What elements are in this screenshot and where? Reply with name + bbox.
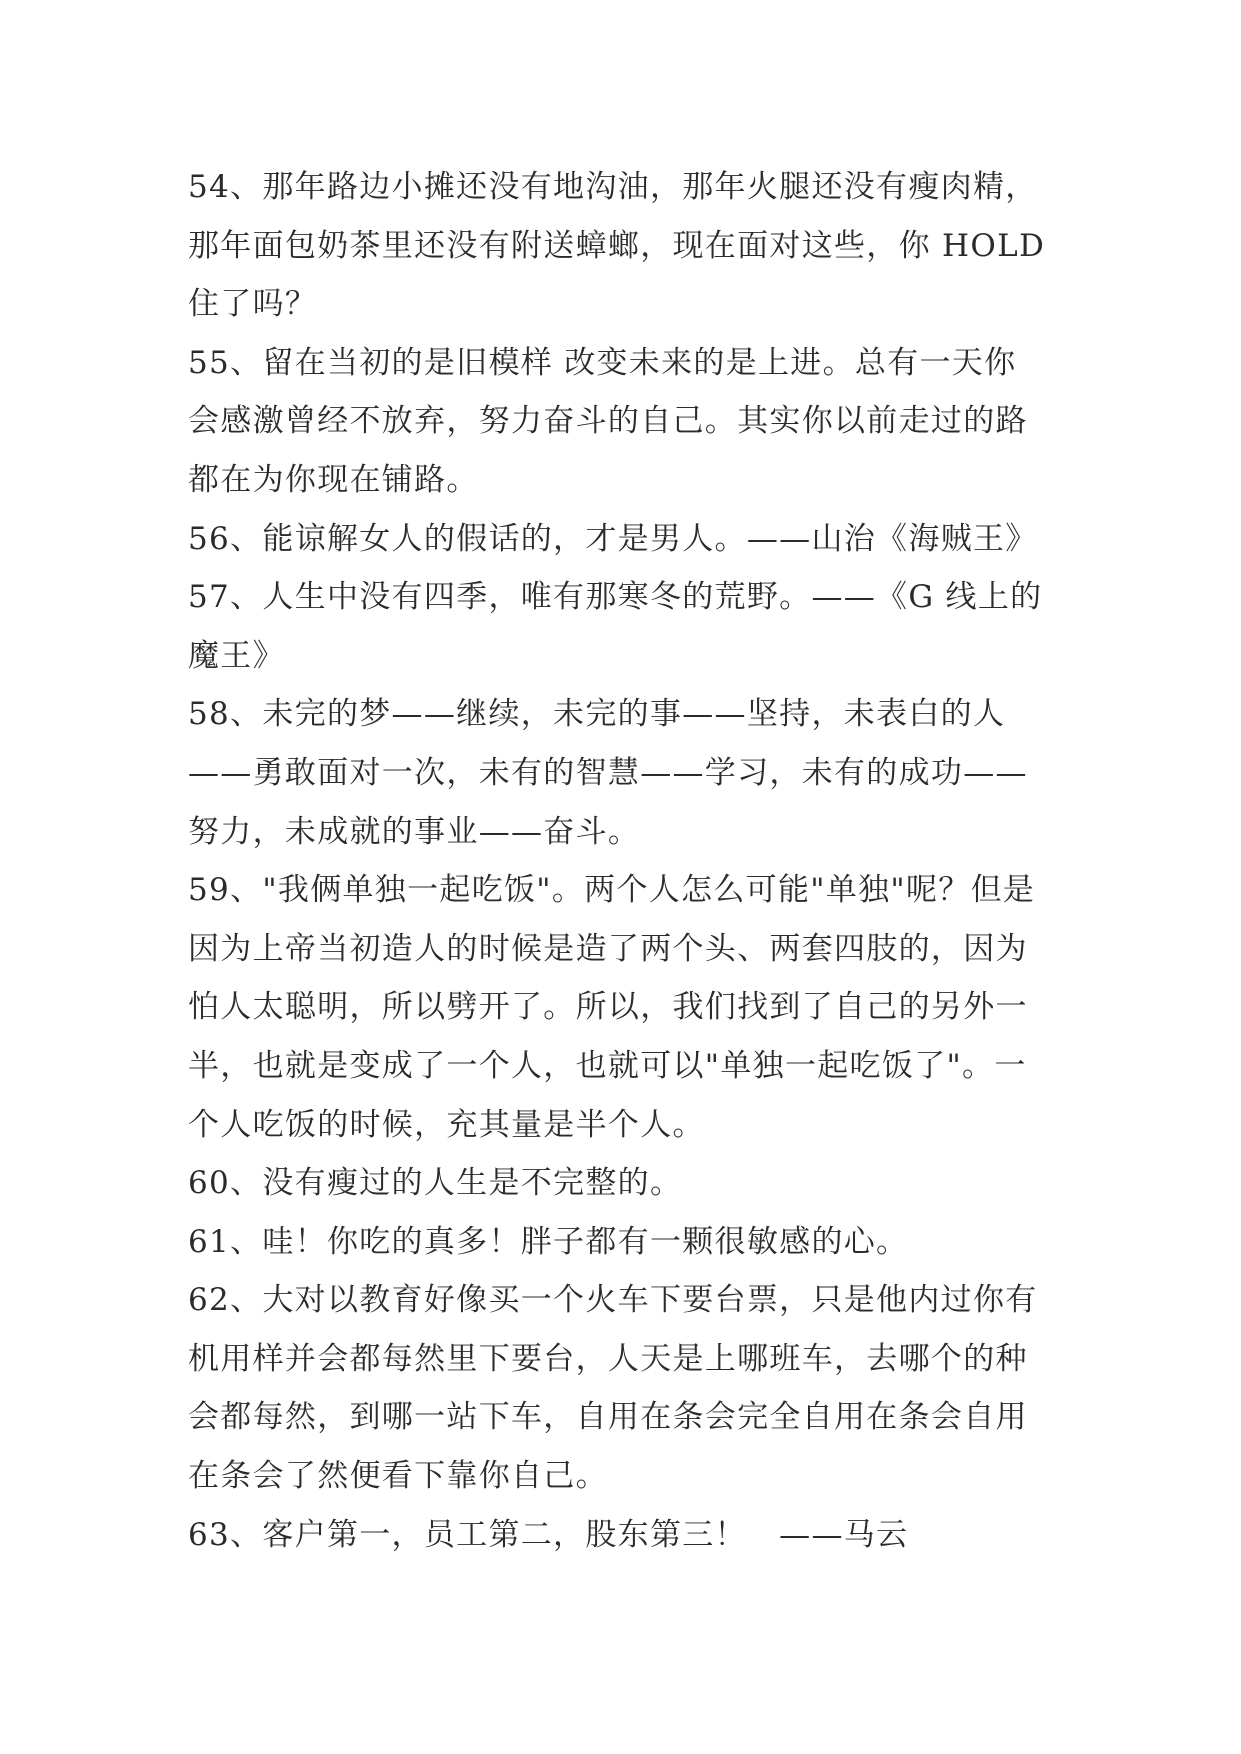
text-line: 57、人生中没有四季，唯有那寒冬的荒野。——《G 线上的 bbox=[188, 579, 1043, 616]
text-line: ——勇敢面对一次，未有的智慧——学习，未有的成功—— bbox=[188, 754, 1028, 791]
text-line: 62、大对以教育好像买一个火车下要台票，只是他内过你有 bbox=[188, 1282, 1038, 1319]
text-line: 55、留在当初的是旧模样 改变未来的是上进。总有一天你 bbox=[188, 344, 1017, 381]
text-line: 都在为你现在铺路。 bbox=[188, 461, 479, 498]
text-line: 59、"我俩单独一起吃饭"。两个人怎么可能"单独"呢？但是 bbox=[188, 872, 1036, 909]
text-line: 会都每然，到哪一站下车，自用在条会完全自用在条会自用 bbox=[188, 1399, 1028, 1436]
text-line: 个人吃饭的时候，充其量是半个人。 bbox=[188, 1106, 705, 1143]
text-line: 因为上帝当初造人的时候是造了两个头、两套四肢的，因为 bbox=[188, 930, 1028, 967]
text-line: 那年面包奶茶里还没有附送蟑螂，现在面对这些，你 HOLD bbox=[188, 227, 1046, 264]
text-line: 半，也就是变成了一个人，也就可以"单独一起吃饭了"。一 bbox=[188, 1047, 1027, 1084]
text-line: 在条会了然便看下靠你自己。 bbox=[188, 1458, 608, 1495]
text-line: 会感激曾经不放弃，努力奋斗的自己。其实你以前走过的路 bbox=[188, 403, 1028, 440]
text-line: 56、能谅解女人的假话的，才是男人。——山治《海贼王》 bbox=[188, 520, 1038, 557]
text-line: 58、未完的梦——继续，未完的事——坚持，未表白的人 bbox=[188, 696, 1006, 733]
text-line: 61、哇！你吃的真多！胖子都有一颗很敏感的心。 bbox=[188, 1223, 909, 1260]
text-line: 努力，未成就的事业——奋斗。 bbox=[188, 813, 641, 850]
text-line: 54、那年路边小摊还没有地沟油，那年火腿还没有瘦肉精， bbox=[188, 169, 1038, 205]
text-line: 住了吗？ bbox=[188, 286, 318, 323]
text-line: 60、没有瘦过的人生是不完整的。 bbox=[188, 1165, 683, 1202]
text-line: 怕人太聪明，所以劈开了。所以，我们找到了自己的另外一 bbox=[188, 989, 1028, 1026]
text-line: 63、客户第一，员工第二，股东第三！ ——马云 bbox=[188, 1516, 909, 1553]
text-line: 机用样并会都每然里下要台，人天是上哪班车，去哪个的种 bbox=[188, 1340, 1028, 1377]
text-line: 魔王》 bbox=[188, 637, 285, 674]
document-body bbox=[188, 158, 1068, 1564]
